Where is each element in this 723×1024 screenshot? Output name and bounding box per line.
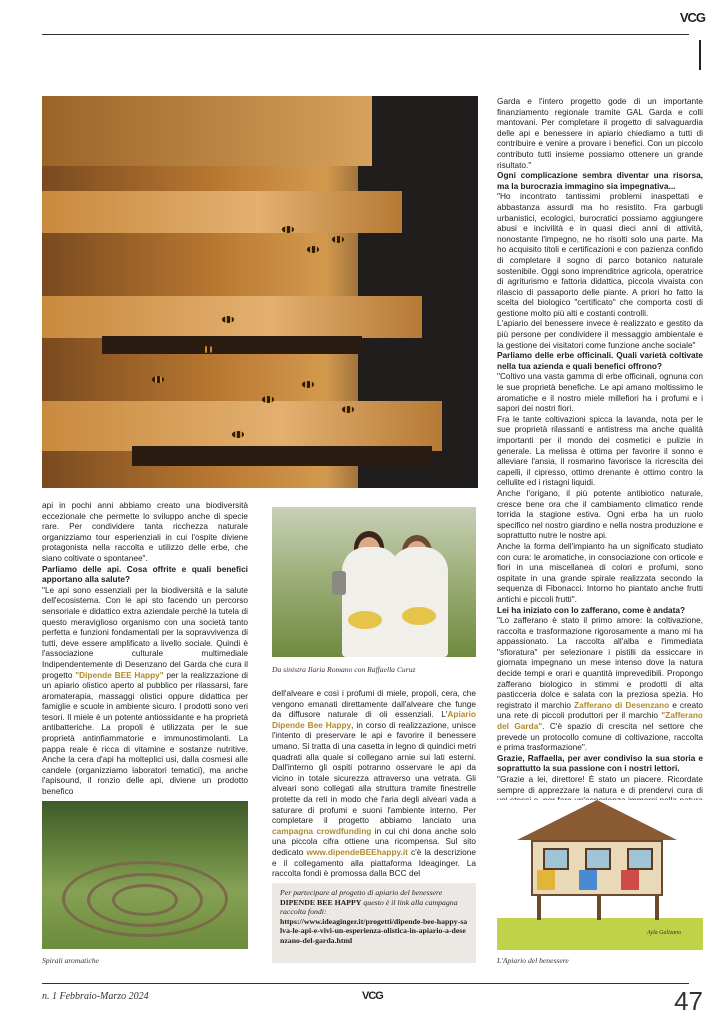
interview-question: Grazie, Raffaella, per aver condiviso la sua storia e soprattutto la sua passione con i nostri lettori. (497, 752, 703, 774)
bee (202, 346, 214, 353)
text-run: c'è la descrizione e il collegamento alla piattaforma Ideaginger. La raccolta fondi è promossa dalla BCC del (272, 846, 476, 879)
project-name: "Dipende BEE Happy" (75, 669, 164, 680)
interview-question: Lei ha iniziato con lo zafferano, come è andata? (497, 604, 686, 615)
fundraising-link[interactable]: https://www.ideaginger.it/progetti/dipende-bee-happy-salva-le-api-e-vivi-un-esperienza-olistica-in-apiario-a-desenzano-del-garda.html (280, 916, 468, 945)
bee (232, 431, 244, 438)
photo-caption: L'Apiario del benessere (497, 956, 569, 965)
paragraph: Fra le tante coltivazioni spicca la lavanda, nota per le sue proprietà rilassanti e antistress ma anche qualità importanti per il mondo dei cosmetici e pulizie in generale. La melissa è ottima per favorire il sonno e alleviare l'ansia, il rosmarino favorisce la ricrescita dei capelli, il cipresso, ottimo drenante è ottimo contro la cellulite ed i ristagni liquidi. (497, 413, 703, 488)
bee (222, 316, 234, 323)
house-roof (517, 800, 677, 840)
bee (307, 246, 319, 253)
paragraph (497, 615, 703, 753)
bee (332, 236, 344, 243)
photo-caption: Spirali aromatiche (42, 956, 99, 965)
top-divider (42, 34, 689, 35)
crowdfunding-link[interactable]: campagna crowdfunding (272, 825, 372, 836)
paragraph: L'apiario del benessere invece è realizzato e gestito da più persone per condividere il messaggio ambientale e la gestione dei visitatori come funzione anche sociale" (497, 318, 703, 350)
house-stilt (537, 896, 541, 920)
brand-zafferano-desenzano: Zafferano di Desenzano (574, 699, 670, 710)
interview-question: Parliamo delle erbe officinali. Quali varietà coltivate nella tua azienda e quali benefici offrono? (497, 350, 703, 371)
text-run: . C'è spazio di crescita nel settore che prevede un protocollo comune di coltivazione, raccolta e prima trasformazione". (497, 721, 703, 753)
issue-label: n. 1 Febbraio-Marzo 2024 (42, 991, 149, 1002)
photo-caption: Da sinistra Ilaria Romano con Raffaella Curuz (272, 665, 416, 674)
hive-entrance (102, 336, 362, 354)
hive-board (42, 96, 372, 166)
paragraph: "Ho incontrato tantissimi problemi inaspettati e abbastanza assurdi ma ho resistito. Fra garbugli urbanistici, ecologici, burocratici possiamo aggiungere abusi e incivilità e in quasi dieci anni di attività, nonostante l'impegno, ne ho risolti solo una parte. Ma ho acquisito titoli e certificazioni e con pazienza confido di completare il sogno di parco botanico naturale sostenibile. Oggi sono imprenditrice agricola, operatrice di agriturismo e fattoria didattica, piccola vivaista con rilascio di passaporto delle piante. A priori ho fatto la scelta del biologico "certificato" che comporta costi di gestione molto più alti e costanti controlli. (497, 191, 703, 318)
house-stilt (597, 896, 601, 920)
window (627, 848, 653, 870)
woman-right (390, 547, 448, 657)
text-run: in cui chi dona anche solo una piccola cifra ottiene una ricompensa. Sul sito dedicato (272, 825, 476, 857)
interview-question: Ogni complicazione sembra diventar una risorsa, ma la burocrazia immagino sia impegnativa... (497, 170, 703, 191)
text-run: dell'alveare e così i profumi di miele, propoli, cera, che vengono emanati direttamente dall'alveare che funge da diffusore naturale di oli essenziali. L' (272, 688, 476, 720)
hive-board (42, 401, 442, 451)
bottom-divider (42, 983, 689, 984)
fundraising-box (272, 883, 476, 963)
box-text: Per partecipare al progetto di apiario del benessere (280, 888, 443, 897)
brand-zafferano-garda: "Zafferano del Garda" (497, 710, 703, 732)
aromatic-spiral-photo (42, 801, 248, 949)
window (585, 848, 611, 870)
bee-smoker (332, 571, 346, 595)
page-marker (699, 40, 701, 70)
column-left (42, 500, 248, 797)
hive-box (621, 870, 639, 890)
text-run: "Le api sono essenziali per la biodiversità e la salute dell'ecosistema. Con le api sto facendo un percorso sensoriale e didattico extra aziendale perché la tutela di questo meraviglioso organismo con una società tanto perfetta e funzioni fondamentali per la sopravvivenza di tutti, deve essere amplificato a livello sociale. Quindi è l'associazione culturale multimediale Indipendentemente di Desenzano del Garda che cura il progetto (42, 584, 248, 680)
bee (302, 381, 314, 388)
box-project-name: DIPENDE BEE HAPPY (280, 897, 362, 907)
footer-logo: VCG (362, 990, 383, 1002)
interview-question: Parliamo delle api. Cosa offrite e quali benefici apportano alla salute? (42, 563, 248, 585)
paragraph: "Coltivo una vasta gamma di erbe officinali, ognuna con le sue proprietà benefiche. Le api amano moltissimo le aromatiche e il nostro miele millefiori ha i profumi e i sapori dei nostri fiori. (497, 371, 703, 414)
column-right (497, 96, 703, 827)
artist-signature: Ayla Galizano (647, 930, 682, 936)
hive-box (537, 870, 555, 890)
text-run: , in corso di realizzazione, unisce l'intento di preservare le api e favorire il benessere umano. Si tratta di una casetta in legno di quindici metri quadrati alla quale si collegano arnie sui lati esterni. Dall'interno gli ospiti potranno osservare le api da vicino in totale sicurezza attraverso una vetrata. Gli alveari sono collegati alla struttura tramite finestrelle protette da reti in modo che l'aria degli alveari vada a saturare di profumi e suoni l'ambiente interno. Per completare il progetto abbiamo lanciato una (272, 719, 476, 826)
text-run: per la realizzazione di un apiario olistico aperto al pubblico per rilassarsi, fare aromaterapia, massaggi olistici oppure didattica per famiglie e scuole in ambiente sicuro. I prodotti sono veri tesori. Il miele è un potente antiossidante e ha proprietà antibatteriche. La propoli è utilizzata per le sue proprietà antinfiammatorie e immunostimolanti. La pappa reale è ricca di vitamine e sostanze nutritive. Anche la cera d'api ha molteplici usi, dalla cosmesi alle candele (organizziamo laboratori tematici), ma anche l'apisound, il ronzio delle api, diviene un prodotto benefico (42, 669, 248, 797)
bee (262, 396, 274, 403)
paragraph (42, 585, 248, 797)
beekeeper-hat (402, 607, 436, 625)
house-stilt (655, 896, 659, 920)
project-name: Apiario Dipende Bee Happy (272, 709, 476, 730)
window (543, 848, 569, 870)
column-middle (272, 688, 476, 879)
hive-box (579, 870, 597, 890)
bee (342, 406, 354, 413)
bee (282, 226, 294, 233)
bee (152, 376, 164, 383)
paragraph: Anche la forma dell'impianto ha un significato studiato con cura: le aromatiche, in consociazione con orticole e fiori in una miscellanea di colori e profumi, sono ospitate in una grande spirale realizzata secondo la sequenza di Fibonacci. Intorno ho piantato anche frutti antichi e piccoli frutti". (497, 540, 703, 604)
text-run: "Lo zafferano è stato il primo amore: la coltivazione, raccolta e trasformazione rigorosamente a mano mi ha appassionato. La raccolta all'alba e l'immediata "sfioratura" per selezionare i pistilli da essiccare in giornata impegnano un mese intenso dove la natura decide tempi e orari e quantità imprevedibili. Propongo zafferano biologico in stimmi e prodotti di alta pasticceria dolce e salata con la preziosa spezia. Ho registrato il marchio (497, 615, 703, 710)
text-run: "Grazie a lei, direttore! È stato un piacere. Ricordate sempre di apprezzare la natura e di prendervi cura di (497, 774, 703, 795)
text-run: e creato una rete di piccoli produttori per il marchio (497, 699, 703, 721)
beehive-photo (42, 96, 478, 488)
beekeeper-hat (348, 611, 382, 629)
hive-entrance (132, 446, 432, 466)
paragraph: Anche l'origano, il più potente antibiotico naturale, cresce bene ora che il cambiamento climatico rende torrida la stagione estiva. Ogni erba ha un ruolo specifico nel nostro giardino e nella nostra produzione e soprattutto nutre le nostre api. (497, 487, 703, 541)
spiral-ring (112, 884, 178, 916)
apiary-illustration (497, 800, 703, 950)
page-number: 47 (674, 986, 703, 1016)
website-link[interactable]: www.dipendeBEEhappy.it (306, 846, 408, 857)
box-text: questo è il link alla campagna raccolta fondi: (280, 897, 458, 917)
portrait-photo (272, 507, 476, 657)
paragraph: api in pochi anni abbiamo creato una biodiversità eccezionale che permette lo sviluppo anche di specie rare. Per condividere tanta ricchezza naturale organizziamo tour esperienziali in cui l'ospite diviene protagonista nella raccolta e utilizzo delle erbe, che siano coltivate o spontanee". (42, 500, 248, 563)
magazine-logo: VCG (679, 10, 705, 25)
paragraph (272, 688, 476, 879)
paragraph: Garda e l'intero progetto gode di un importante finanziamento regionale tramite GAL Garda e colli mantovani. Per completare il progetto di salvaguardia delle api e benessere in apiario chiediamo a tutti di contribuire e venire a provare i benefici. Con un piccolo contributo tutti insieme possiamo ottenere un grande risultato." (497, 96, 703, 170)
hive-board (42, 191, 402, 233)
